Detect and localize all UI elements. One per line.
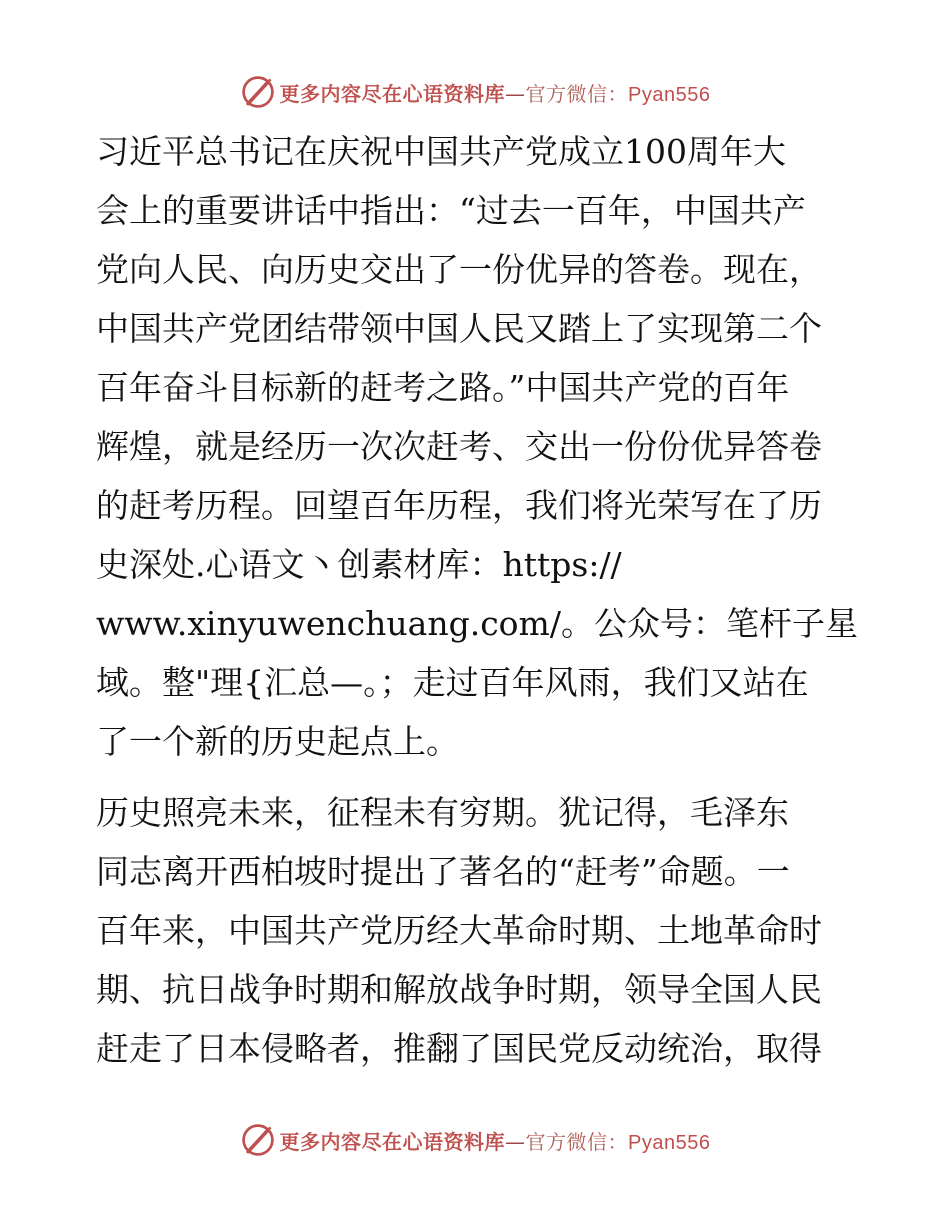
text-line: 百年奋斗目标新的赶考之路。”中国共产党的百年	[96, 368, 790, 407]
text-line: 同志离开西柏坡时提出了著名的“赶考”命题。一	[96, 852, 790, 891]
text-line: 辉煌，就是经历一次次赶考、交出一份份优异答卷	[96, 427, 822, 466]
text-line: www.xinyuwenchuang.com/。公众号：笔杆子星	[96, 604, 858, 643]
document-body	[96, 122, 858, 1078]
text-line: 历史照亮未来，征程未有穷期。犹记得，毛泽东	[96, 793, 789, 832]
text-line: 期、抗日战争时期和解放战争时期，领导全国人民	[96, 970, 822, 1009]
text-line: 域。整"理{汇总—。；走过百年风雨，我们又站在	[96, 663, 809, 702]
text-line: 赶走了日本侵略者，推翻了国民党反动统治，取得	[96, 1029, 822, 1068]
watermark-text: 更多内容尽在心语资料库—官方微信：Pyan556	[279, 1129, 711, 1154]
text-line: 了一个新的历史起点上。	[96, 722, 459, 761]
paragraph-1	[96, 122, 858, 771]
text-line: 习近平总书记在庆祝中国共产党成立100周年大	[96, 132, 786, 171]
header-watermark	[0, 72, 950, 112]
text-line: 史深处.心语文丶创素材库：https://	[96, 545, 622, 584]
pen-logo-icon	[240, 1122, 276, 1158]
footer-watermark	[0, 1120, 950, 1160]
paragraph-2	[96, 783, 852, 1078]
text-line: 会上的重要讲话中指出：“过去一百年，中国共产	[96, 191, 806, 230]
text-line: 中国共产党团结带领中国人民又踏上了实现第二个	[96, 309, 822, 348]
text-line: 百年来，中国共产党历经大革命时期、土地革命时	[96, 911, 822, 950]
text-line: 党向人民、向历史交出了一份优异的答卷。现在，	[96, 250, 822, 289]
pen-logo-icon	[240, 74, 276, 110]
watermark-text: 更多内容尽在心语资料库—官方微信：Pyan556	[279, 81, 711, 106]
text-line: 的赶考历程。回望百年历程，我们将光荣写在了历	[96, 486, 822, 525]
